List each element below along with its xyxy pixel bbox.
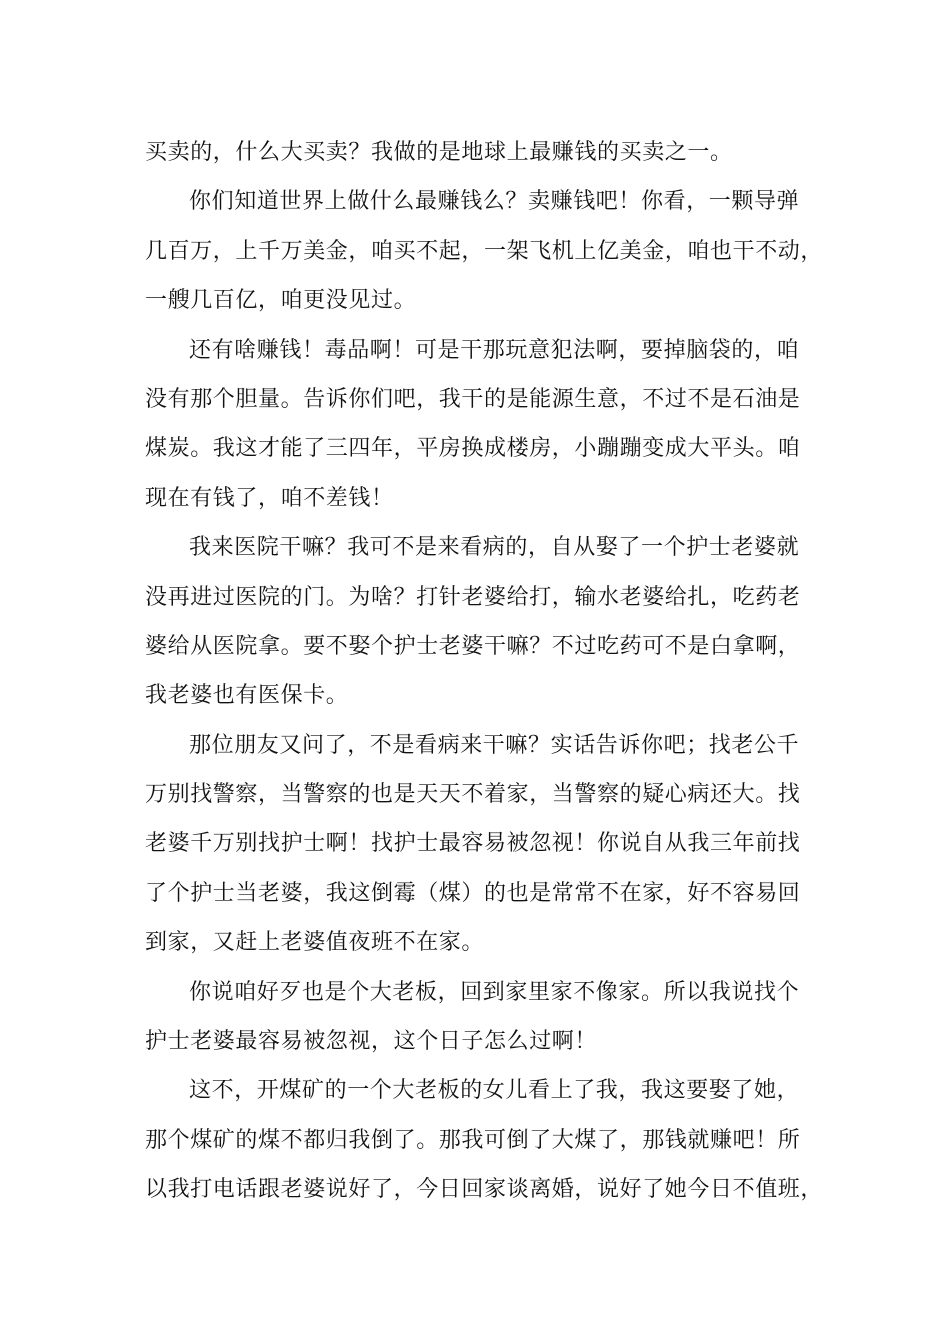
text-line: 护士老婆最容易被忽视，这个日子怎么过啊！ [145, 1029, 598, 1055]
text-line: 老婆千万别找护士啊！找护士最容易被忽视！你说自从我三年前找 [145, 831, 801, 857]
text-line: 一艘几百亿，咱更没见过。 [145, 288, 417, 314]
text-line: 万别找警察，当警察的也是天天不着家，当警察的疑心病还大。找 [145, 782, 801, 808]
paragraph [145, 721, 825, 968]
text-line: 我老婆也有医保卡。 [145, 683, 349, 709]
text-line: 几百万，上千万美金，咱买不起，一架飞机上亿美金，咱也干不动， [145, 238, 824, 264]
paragraph [145, 177, 825, 325]
text-line: 我来医院干嘛？我可不是来看病的，自从娶了一个护士老婆就 [189, 535, 800, 561]
text-line: 那个煤矿的煤不都归我倒了。那我可倒了大煤了，那钱就赚吧！所 [145, 1127, 801, 1153]
text-line: 那位朋友又问了，不是看病来干嘛？实话告诉你吧；找老公千 [189, 732, 800, 758]
text-line: 你说咱好歹也是个大老板，回到家里家不像家。所以我说找个 [189, 979, 800, 1005]
document-body [145, 128, 825, 1215]
paragraph [145, 326, 825, 524]
paragraph [145, 968, 825, 1067]
text-line: 到家，又赶上老婆值夜班不在家。 [145, 930, 485, 956]
text-line: 以我打电话跟老婆说好了，今日回家谈离婚，说好了她今日不值班， [145, 1177, 824, 1203]
text-line: 还有啥赚钱！毒品啊！可是干那玩意犯法啊，要掉脑袋的，咱 [189, 337, 800, 363]
text-line: 买卖的，什么大买卖？我做的是地球上最赚钱的买卖之一。 [145, 140, 733, 165]
text-line: 婆给从医院拿。要不娶个护士老婆干嘛？不过吃药可不是白拿啊， [145, 633, 801, 659]
text-line: 了个护士当老婆，我这倒霉（煤）的也是常常不在家，好不容易回 [145, 880, 801, 906]
text-line: 没再进过医院的门。为啥？打针老婆给打，输水老婆给扎，吃药老 [145, 584, 801, 610]
text-line: 煤炭。我这才能了三四年，平房换成楼房，小蹦蹦变成大平头。咱 [145, 436, 801, 462]
text-line: 你们知道世界上做什么最赚钱么？卖赚钱吧！你看，一颗导弹 [189, 189, 800, 215]
paragraph [145, 128, 825, 177]
paragraph [145, 1066, 825, 1214]
paragraph [145, 523, 825, 721]
text-line: 现在有钱了，咱不差钱！ [145, 485, 394, 511]
text-line: 这不，开煤矿的一个大老板的女儿看上了我，我这要娶了她， [189, 1078, 800, 1104]
text-line: 没有那个胆量。告诉你们吧，我干的是能源生意，不过不是石油是 [145, 386, 801, 412]
